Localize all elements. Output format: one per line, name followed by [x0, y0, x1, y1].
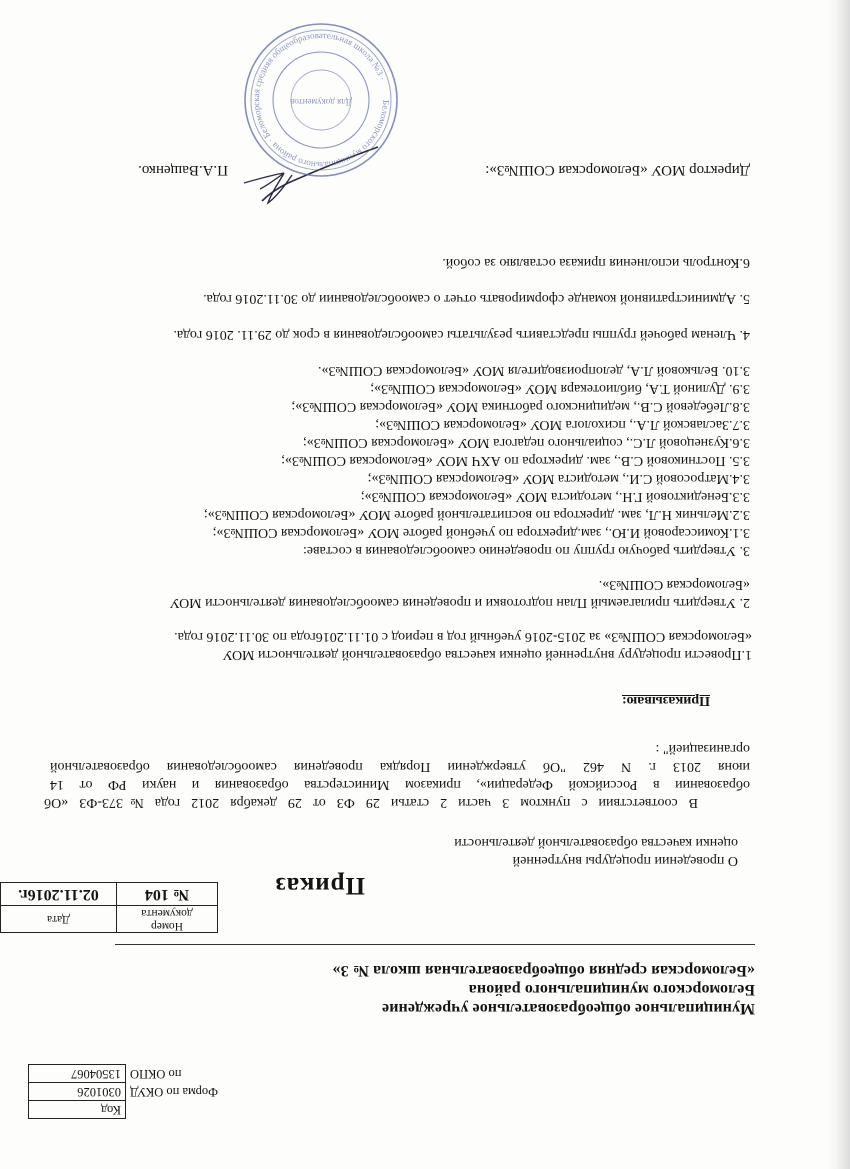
official-seal	[242, 21, 400, 179]
item-1-line-2: «Беломорская СОШ№3» за 2015-2016 учебный год в период с 01.11.2016года по 30.11.2016 года.	[174, 629, 752, 644]
item-4: 4. Членам рабочей группы представить результаты самообследования в срок до 29.11. 2016 года.	[173, 327, 750, 342]
document-number-table	[0, 882, 218, 933]
member-10: 3.10. Бельковой Л.А, делопроизводителя МОУ «Беломорская СОШ№3».	[317, 363, 750, 378]
svg-text:Беломорского муниципального ра: Беломорского муниципального района · Беломорская средняя общеобразовательная школа №3 ·	[250, 29, 392, 171]
okud-label: Форма по ОКУД	[130, 1085, 218, 1099]
preamble-line-3: июня 2013 г. N 462 "Об утверждении Порядка проведения самообследования образовательной	[50, 759, 750, 774]
member-5: 3.5. Постниковой С.В., зам. директора по АХЧ МОУ «Беломорская СОШ№3»;	[281, 453, 750, 468]
subject-line-2: оценки качества образовательной деятельности	[454, 835, 738, 850]
signature-name: П.А.Ващенко.	[138, 162, 228, 178]
member-3: 3.3.Бенедиктовой Г.Н., методиста МОУ «Беломорская СОШ№3»;	[360, 489, 750, 504]
member-8: 3.8.Лебедевой С.В., медицинского работника МОУ «Беломорская СОШ№3»;	[291, 399, 750, 414]
member-2: 3.2.Мельник Н.Л, зам. директора по воспитательной работе МОУ «Беломорская СОШ№3»;	[203, 507, 750, 522]
member-7: 3.7.Заславской Л.А., психолога МОУ «Беломорская СОШ№3»;	[375, 417, 750, 432]
preamble-line-4: организацией" :	[655, 741, 750, 756]
document-date: 02.11.2016г.	[1, 883, 117, 906]
org-name-line-1: Муниципальное общеобразовательное учреждение	[381, 1000, 755, 1017]
scan-edge-shadow	[828, 0, 850, 1169]
signature-position: Директор МОУ «Беломорская СОШ№3»:	[485, 162, 750, 178]
okpo-label: по ОКПО	[130, 1067, 182, 1081]
number-header: Номер документа	[116, 906, 217, 933]
item-5: 5. Административной команде сформировать отчет о самообследовании до 30.11.2016 года.	[203, 291, 750, 306]
item-6: 6.Контроль исполнения приказа оставляю за собой.	[442, 255, 750, 270]
item-2-line-1: 2. Утвердить прилагаемый План подготовки и проведения самообследования деятельности МОУ	[169, 595, 750, 610]
member-4: 3.4.Матросовой С.И., методиста МОУ «Беломорская СОШ№3»;	[367, 471, 750, 486]
item-1-line-1: 1.Провести процедуру внутренней оценки качества образовательной деятельности МОУ	[222, 647, 752, 662]
date-header: Дата	[1, 906, 117, 933]
subject-line-1: О проведении процедуры внутренней	[512, 853, 738, 868]
item-3: 3. Утвердить рабочую группу по проведению самообследования в составе:	[302, 543, 750, 558]
svg-text:Для документов: Для документов	[290, 97, 352, 107]
header-divider	[115, 944, 755, 945]
preamble-line-2: образовании в Российской Федерации», приказом Министерства образования и науки РФ от 14	[50, 777, 750, 792]
code-header: Код	[29, 1101, 126, 1119]
order-heading: Приказываю:	[621, 693, 710, 708]
org-name-line-3: «Беломорская средняя общеобразовательная школа № 3»	[332, 962, 755, 979]
org-name-line-2: Беломорского муниципального района	[468, 981, 755, 998]
okpo-value: 13504067	[29, 1065, 126, 1083]
document-title: Приказ	[274, 872, 365, 899]
okud-value: 0301026	[29, 1083, 126, 1101]
member-9: 3.9. Дулиной Т.А, библиотекаря МОУ «Беломорская СОШ№3»;	[370, 381, 750, 396]
item-2-line-2: «Беломорская СОШ№3».	[598, 577, 750, 592]
preamble-line-1: В соответствии с пунктом 3 части 2 статьи 29 ФЗ от 29 декабря 2012 года №373-ФЗ «Об	[44, 795, 698, 810]
member-1: 3.1.Комиссаровой И.Ю., зам.директора по учебной работе МОУ «Беломорская СОШ№3»;	[212, 525, 750, 540]
member-6: 3.6.Кузнецовой Л.С., социального педагога МОУ «Беломорская СОШ№3»;	[302, 435, 750, 450]
document-number: № 104	[116, 883, 217, 906]
okud-code-table	[28, 1064, 222, 1119]
